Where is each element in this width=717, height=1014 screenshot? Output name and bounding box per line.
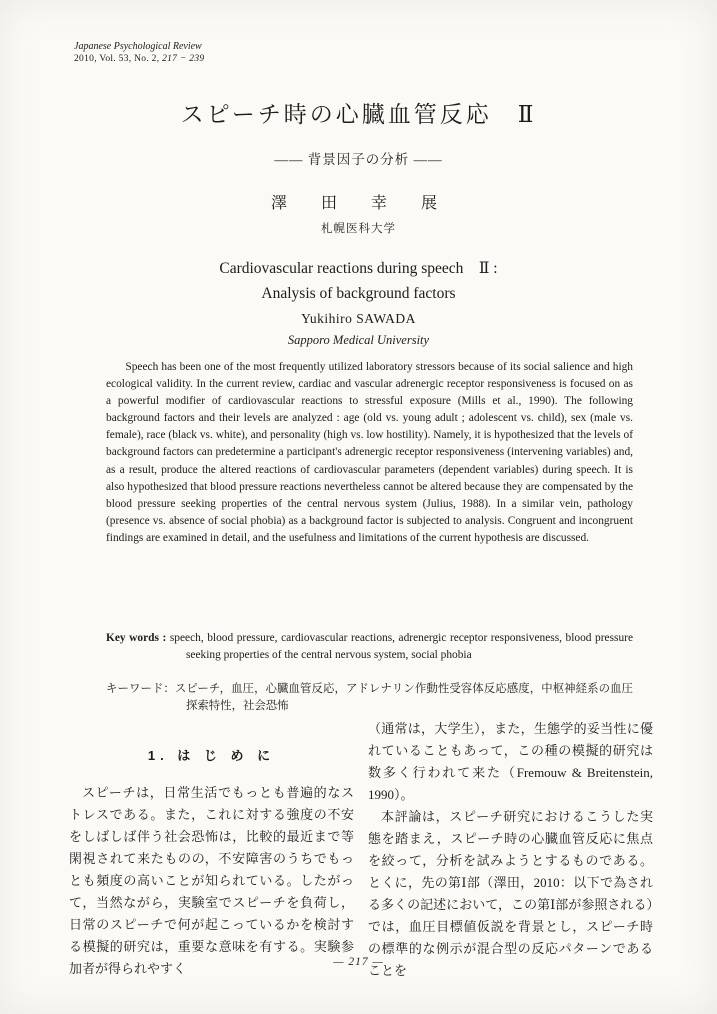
journal-name: Japanese Psychological Review — [74, 41, 202, 52]
paper-title-japanese: スピーチ時の心臓血管反応 Ⅱ — [180, 102, 537, 127]
affiliation-english: Sapporo Medical University — [287, 333, 430, 347]
journal-issue-pages: 217 − 239 — [162, 54, 205, 64]
section-1-paragraph-right-1: （通常は，大学生），また，生態学的妥当性に優れていることもあって，この種の模擬的研究は数多く行われて来た（Fremouw & Breitenstein, 1990）。 — [368, 721, 653, 802]
keywords-japanese-line — [106, 681, 633, 715]
abstract-text: Speech has been one of the most frequently utilized laboratory stressors because of its social salience and high ecological validity. In the current review, cardiac and vascular adrenergic receptor responsiveness is focused on as a powerful modifier of cardiovascular reactions to stressful exposure (Mills et al., 1990). The following background factors and their levels are analyzed : age (old vs. young adult ; adolescent vs. child), sex (male vs. female), race (black vs. white), and personality (high vs. low hostility). Namely, it is hypothesized that the levels of background factors can predetermine a participant's adrenergic receptor responsiveness (intervening variables) and, as a result, produce the altered reactions of cardiovascular parameters (dependent variables) during speech. It is also hypothesized that blood pressure reactions nevertheless cannot be altered because they are compensated by the blood pressure seeking properties of the central nervous system (Julius, 1988). In a similar vein, pathology (presence vs. absence of social phobia) as a background factor is subjected to analysis. Congruent and incongruent findings are examined in detail, and the usefulness and limitations of the current hypothesis are discussed. — [106, 361, 633, 544]
left-column — [69, 718, 354, 982]
journal-issue-prefix: 2010, Vol. 53, No. 2, — [74, 54, 163, 64]
page-number: — 217 — — [333, 956, 384, 968]
journal-header — [74, 40, 204, 66]
paper-title-english — [0, 256, 717, 306]
author-name-japanese: 澤 田 幸 展 — [270, 195, 446, 212]
keywords-english-label: Key words : — [106, 632, 167, 644]
right-column — [368, 718, 653, 982]
keywords-japanese-label: キーワード： — [106, 683, 175, 695]
keywords-english-text: speech, blood pressure, cardiovascular reactions, adrenergic receptor responsiveness, blood pressure seeking properties of the central nervous system, social phobia — [169, 632, 633, 662]
keywords-english-line — [106, 630, 633, 664]
paper-title-english-line2: Analysis of background factors — [261, 285, 456, 302]
section-1-heading: 1. は じ め に — [147, 748, 276, 763]
paper-title-english-line1: Cardiovascular reactions during speech Ⅱ : — [219, 260, 498, 277]
section-1-paragraph-right-2: 本評論は，スピーチ研究におけるこうした実態を踏まえ，スピーチ時の心臓血管反応に焦点を絞って，分析を試みようとするものである。とくに，先の第Ⅰ部（澤田，2010：以下で為される多くの記述において，この第Ⅰ部が参照される）では，血圧目標値仮説を背景とし，スピーチ時の標準的な例示が混合型の反応パターンであることを — [368, 809, 653, 978]
abstract — [106, 359, 633, 547]
section-1-paragraph-left: スピーチは，日常生活でもっとも普遍的なストレスである。また，これに対する強度の不安をしばしば伴う社会恐怖は，比較的最近まで等閑視されて来たものの，不安障害のうちでもっとも頻度の高いことが知られている。したがって，当然ながら，実験室でスピーチを負荷し，日常のスピーチで何が起こっているかを検討する模擬的研究は，重要な意味を有する。実験参加者が得られやすく — [69, 785, 354, 976]
keywords-japanese — [106, 681, 633, 715]
body-two-columns — [69, 718, 653, 982]
journal-issue — [74, 53, 204, 66]
keywords-japanese-text: スピーチ，血圧，心臓血管反応，アドレナリン作動性受容体反応感度，中枢神経系の血圧探索特性，社会恐怖 — [174, 683, 633, 713]
keywords-english — [106, 630, 633, 664]
author-name-english: Yukihiro SAWADA — [301, 311, 416, 326]
affiliation-japanese: 札幌医科大学 — [321, 223, 396, 235]
paper-subtitle-japanese: ―― 背景因子の分析 ―― — [274, 152, 443, 167]
